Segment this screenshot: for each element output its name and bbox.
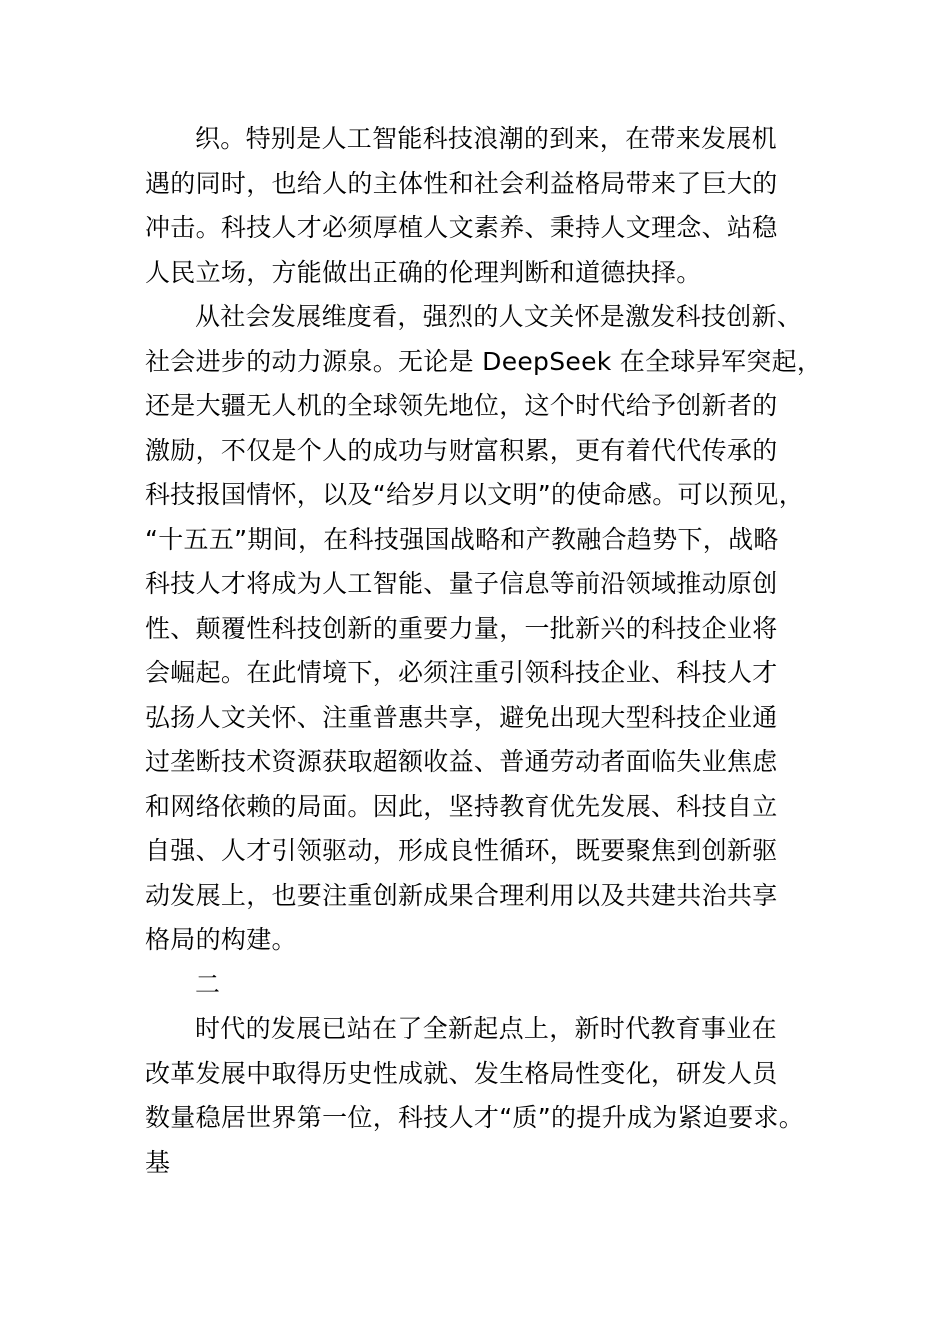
text-line: 从社会发展维度看，强烈的人文关怀是激发科技创新、 (195, 302, 803, 331)
section-heading: 二 (195, 970, 221, 999)
text-line: 自强、人才引领驱动，形成良性循环，既要聚焦到创新驱 (145, 836, 778, 865)
text-line: 基 (145, 1148, 171, 1177)
text-line: 弘扬人文关怀、注重普惠共享，避免出现大型科技企业通 (145, 703, 778, 732)
text-line: 格局的构建。 (145, 925, 297, 954)
text-line: 时代的发展已站在了全新起点上，新时代教育事业在 (195, 1014, 777, 1043)
text-line: 过垄断技术资源获取超额收益、普通劳动者面临失业焦虑 (145, 747, 778, 776)
text-line: 冲击。科技人才必须厚植人文素养、秉持人文理念、站稳 (145, 213, 778, 242)
text-line: 科技人才将成为人工智能、量子信息等前沿领域推动原创 (145, 569, 778, 598)
text-line: 社会进步的动力源泉。无论是 DeepSeek 在全球异军突起， (145, 347, 823, 376)
text-line: 遇的同时，也给人的主体性和社会利益格局带来了巨大的 (145, 169, 778, 198)
text-line: 会崛起。在此情境下，必须注重引领科技企业、科技人才 (145, 658, 778, 687)
text-line: 性、颠覆性科技创新的重要力量，一批新兴的科技企业将 (145, 614, 778, 643)
text-line: 动发展上，也要注重创新成果合理利用以及共建共治共享 (145, 881, 778, 910)
text-line: 还是大疆无人机的全球领先地位，这个时代给予创新者的 (145, 391, 778, 420)
text-line: 激励，不仅是个人的成功与财富积累，更有着代代传承的 (145, 436, 778, 465)
text-line: “十五五”期间，在科技强国战略和产教融合趋势下，战略 (145, 525, 779, 554)
text-line: 织。特别是人工智能科技浪潮的到来，在带来发展机 (195, 124, 777, 153)
text-line: 改革发展中取得历史性成就、发生格局性变化，研发人员 (145, 1059, 778, 1088)
text-line: 科技报国情怀，以及“给岁月以文明”的使命感。可以预见， (145, 480, 805, 509)
text-line: 和网络依赖的局面。因此，坚持教育优先发展、科技自立 (145, 792, 778, 821)
text-line: 数量稳居世界第一位，科技人才“质”的提升成为紧迫要求。 (145, 1103, 805, 1132)
text-line: 人民立场，方能做出正确的伦理判断和道德抉择。 (145, 258, 702, 287)
